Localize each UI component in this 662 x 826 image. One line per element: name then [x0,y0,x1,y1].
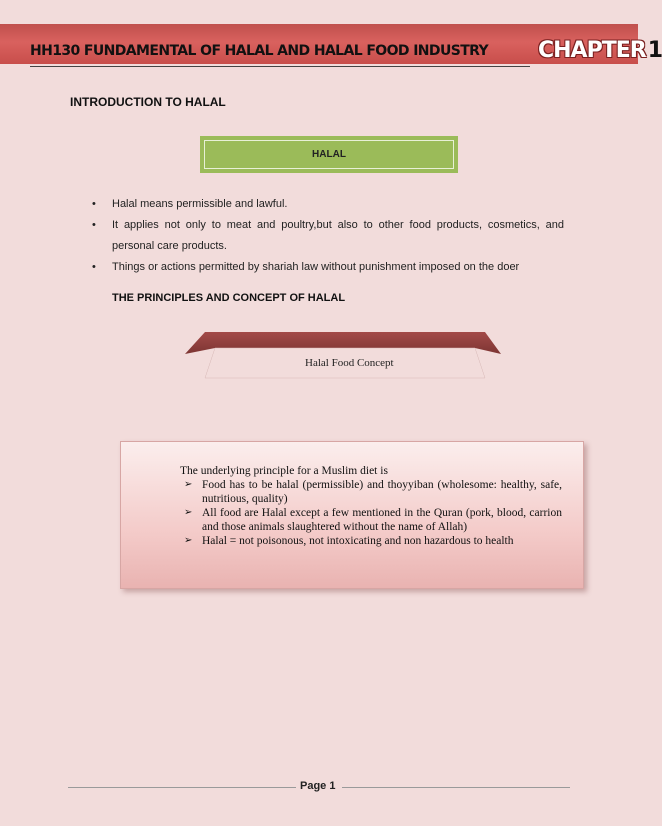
bullet-item: • Things or actions permitted by shariah law without punishment imposed on the doer [92,257,564,278]
intro-heading: INTRODUCTION TO HALAL [70,95,226,109]
footer-rule [342,787,570,788]
concept-label: Halal Food Concept [305,357,394,369]
chapter-label: CHAPTER [538,38,646,63]
principle-item: ➢ Halal = not poisonous, not intoxicating and non hazardous to health [180,534,562,548]
halal-box-label: HALAL [204,140,454,169]
principle-item: ➢ Food has to be halal (permissible) and thoyyiban (wholesome: healthy, safe, nutritious, quality) [180,478,562,506]
principle-item: ➢ All food are Halal except a few mentioned in the Quran (pork, blood, carrion and those animals slaughtered without the name of Allah) [180,506,562,534]
principle-intro: The underlying principle for a Muslim diet is [180,465,388,477]
bullet-item: • Halal means permissible and lawful. [92,194,564,215]
page-number: Page 1 [300,780,336,792]
principle-content [180,464,562,548]
halal-box [200,136,458,173]
bullet-item: • It applies not only to meat and poultry,but also to other food products, cosmetics, and personal care products. [92,215,564,257]
footer-rule [68,787,296,788]
intro-bullet-list [92,194,564,278]
principles-heading: THE PRINCIPLES AND CONCEPT OF HALAL [112,292,346,304]
document-title: HH130 FUNDAMENTAL OF HALAL AND HALAL FOOD INDUSTRY [30,43,489,59]
chapter-badge [538,38,662,63]
chapter-number: 1 [647,38,662,63]
header-rule [30,66,530,67]
concept-banner-shape [185,324,505,384]
